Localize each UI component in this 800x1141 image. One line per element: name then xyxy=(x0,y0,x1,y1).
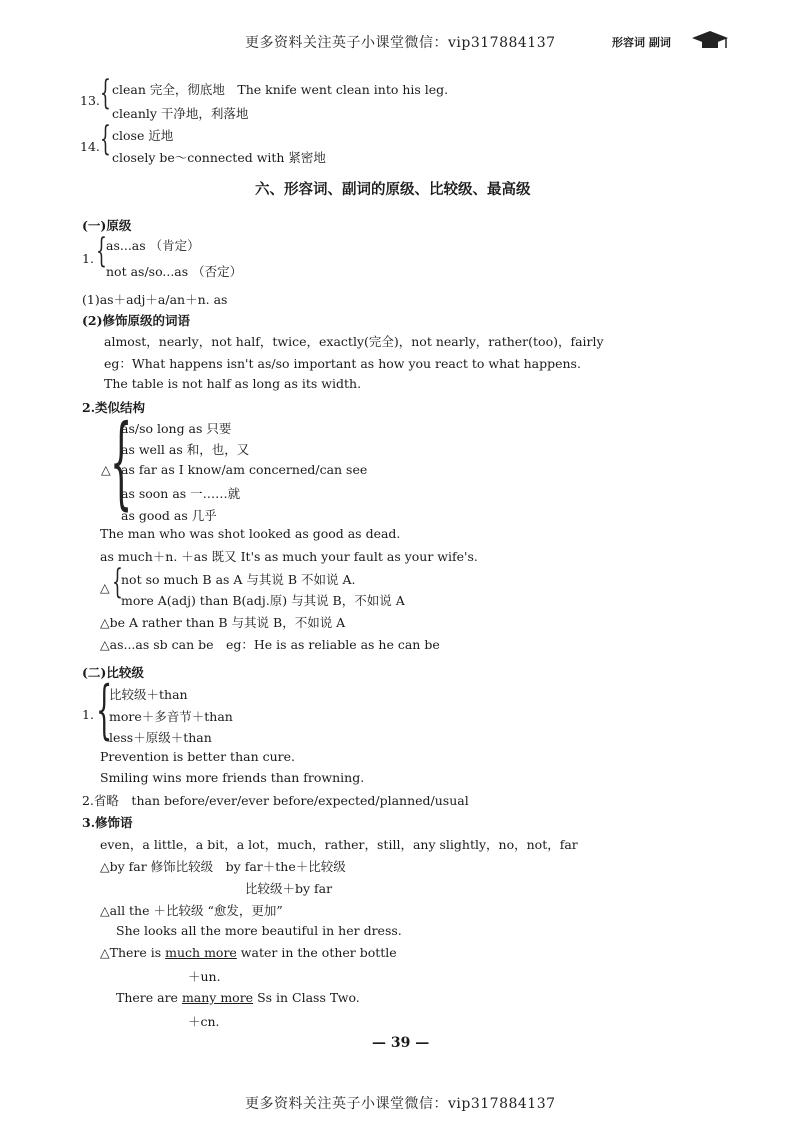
rule-line: △be A rather than B 与其说 B，不如说 A xyxy=(100,615,346,630)
footer-watermark: 更多资料关注英子小课堂微信：vip317884137 xyxy=(245,1096,556,1112)
item-13-line-b: cleanly 干净地，利落地 xyxy=(112,106,249,121)
example-line: She looks all the more beautiful in her dress. xyxy=(116,923,402,938)
example-line: as much＋n. ＋as 既又 It's as much your fault as your wife's. xyxy=(100,549,478,564)
rule-line: (2)修饰原级的词语 xyxy=(82,313,191,328)
triangle-marker: △ xyxy=(101,462,111,477)
example-line: △There is much more water in the other bottle xyxy=(100,945,397,960)
subheading: 2.类似结构 xyxy=(82,400,146,415)
rule-line: △by far 修饰比较级 by far＋the＋比较级 xyxy=(100,859,346,874)
rule-line: 比较级＋by far xyxy=(245,881,333,896)
item-14-line-b: closely be～connected with 紧密地 xyxy=(112,150,326,165)
structure-item: not so much B as A 与其说 B 不如说 A. xyxy=(121,572,356,587)
structure-item: more A(adj) than B(adj.原) 与其说 B，不如说 A xyxy=(121,593,405,608)
header-watermark: 更多资料关注英子小课堂微信：vip317884137 xyxy=(245,35,556,51)
example-line: The man who was shot looked as good as dead. xyxy=(100,526,401,541)
annotation: ＋cn. xyxy=(188,1014,220,1029)
example-line: Prevention is better than cure. xyxy=(100,749,295,764)
comparative-pattern: less＋原级＋than xyxy=(109,730,212,745)
item-13-line-a: clean 完全，彻底地 The knife went clean into his leg. xyxy=(112,82,449,97)
item-14-line-a: close 近地 xyxy=(112,128,174,143)
rule-line: (1)as＋adj＋a/an＋n. as xyxy=(82,292,228,307)
part1-negative: not as/so...as （否定） xyxy=(106,264,243,279)
example-line: The table is not half as long as its width. xyxy=(104,376,362,391)
annotation: ＋un. xyxy=(188,969,221,984)
brace: { xyxy=(112,562,123,602)
comparative-pattern: more＋多音节＋than xyxy=(109,709,233,724)
rule-line: △all the ＋比较级 “愈发，更加” xyxy=(100,903,283,918)
graduation-cap-icon xyxy=(690,28,730,52)
rule-line: 2.省略 than before/ever/ever before/expected/planned/usual xyxy=(82,793,469,808)
subheading: 3.修饰语 xyxy=(82,815,133,830)
structure-item: as good as 几乎 xyxy=(121,508,217,523)
part2-number: 1. xyxy=(82,707,94,722)
part1-number: 1. xyxy=(82,251,94,266)
comparative-pattern: 比较级＋than xyxy=(109,687,188,702)
part1-heading: (一)原级 xyxy=(82,218,132,233)
structure-item: as/so long as 只要 xyxy=(121,421,232,436)
rule-line: almost，nearly，not half，twice，exactly(完全)，not nearly，rather(too)，fairly xyxy=(104,334,604,349)
structure-item: as soon as 一……就 xyxy=(121,486,241,501)
item-13-number: 13. xyxy=(80,93,100,108)
example-line: Smiling wins more friends than frowning. xyxy=(100,770,365,785)
section-title: 六、形容词、副词的原级、比较级、最高级 xyxy=(255,182,531,198)
triangle-marker: △ xyxy=(100,580,110,595)
brace: { xyxy=(100,73,111,113)
part2-heading: (二)比较级 xyxy=(82,665,144,680)
rule-line: △as...as sb can be eg：He is as reliable as he can be xyxy=(100,637,440,652)
part1-positive: as...as （肯定） xyxy=(106,238,200,253)
example-line: eg：What happens isn't as/so important as how you react to what happens. xyxy=(104,356,581,371)
brace: { xyxy=(96,673,113,747)
brace: { xyxy=(96,231,107,271)
item-14-number: 14. xyxy=(80,139,100,154)
structure-item: as far as I know/am concerned/can see xyxy=(121,462,368,477)
brace: { xyxy=(100,119,111,159)
example-line: There are many more Ss in Class Two. xyxy=(116,990,360,1005)
rule-line: even，a little，a bit，a lot，much，rather，still，any slightly，no，not，far xyxy=(100,837,578,852)
brace: { xyxy=(110,403,133,520)
section-tag: 形容词 副词 xyxy=(612,36,671,49)
page-number: — 39 — xyxy=(372,1035,430,1051)
structure-item: as well as 和，也，又 xyxy=(121,442,250,457)
